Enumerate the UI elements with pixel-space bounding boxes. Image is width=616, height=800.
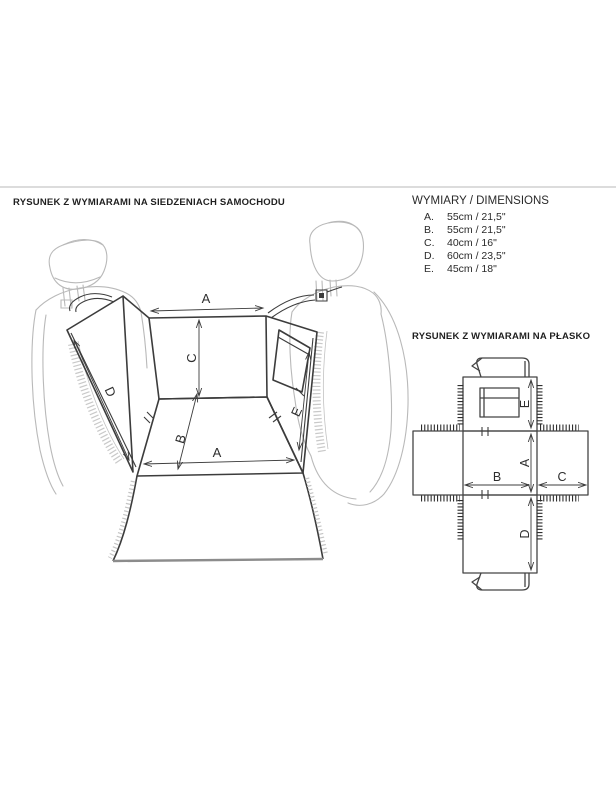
dim-label-e-flat: E xyxy=(518,399,532,409)
dimension-letter: D. xyxy=(424,250,435,262)
dim-label-b-flat: B xyxy=(492,470,502,484)
dimension-letter: E. xyxy=(424,263,434,275)
car-scene-drawing xyxy=(32,221,408,561)
seats-drawing-title: RYSUNEK Z WYMIARAMI NA SIEDZENIACH SAMOCHODU xyxy=(13,197,285,208)
dimension-letter: A. xyxy=(424,211,434,223)
left-seat xyxy=(32,240,147,495)
dimension-value: 55cm / 21,5" xyxy=(447,224,506,236)
flat-drawing-title: RYSUNEK Z WYMIARAMI NA PŁASKO xyxy=(412,331,591,342)
dimension-letter: B. xyxy=(424,224,434,236)
center-back-panel xyxy=(123,291,267,399)
dim-label-a-floor: A xyxy=(212,445,222,460)
dim-label-c-scene: C xyxy=(184,353,199,363)
dim-label-a-top: A xyxy=(201,291,211,306)
top-strap xyxy=(472,358,529,377)
dim-label-a-flat: A xyxy=(518,458,532,468)
window-opening xyxy=(480,388,519,417)
flat-layout-drawing xyxy=(413,358,588,590)
dim-label-b-scene: B xyxy=(172,432,189,446)
dim-label-c-flat: C xyxy=(557,470,567,484)
bottom-strap xyxy=(472,573,529,590)
side-wings-band xyxy=(413,427,588,499)
front-skirt xyxy=(110,473,326,561)
dimension-value: 60cm / 23,5" xyxy=(447,250,506,262)
dim-label-d-flat: D xyxy=(518,529,532,539)
dim-label-d-scene: D xyxy=(101,384,120,400)
pocket xyxy=(273,330,310,392)
left-side-panel xyxy=(67,294,136,472)
dimension-value: 45cm / 18" xyxy=(447,263,497,275)
right-side-panel xyxy=(266,287,342,473)
dimension-value: 55cm / 21,5" xyxy=(447,211,506,223)
floor-panel xyxy=(137,394,306,476)
dimension-value: 40cm / 16" xyxy=(447,237,497,249)
top-flap xyxy=(461,377,540,431)
bottom-flap xyxy=(461,495,540,573)
dimension-letter: C. xyxy=(424,237,435,249)
dim-label-e-scene: E xyxy=(287,404,306,419)
dimensions-title: WYMIARY / DIMENSIONS xyxy=(412,195,549,207)
